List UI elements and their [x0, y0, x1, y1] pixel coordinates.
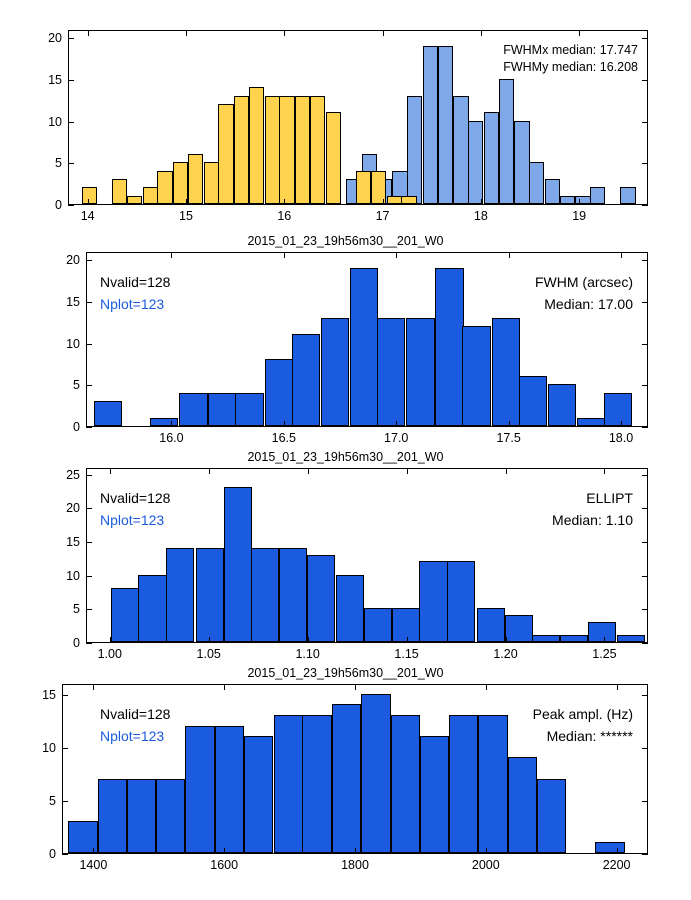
y-axis-tick-label: 20 — [66, 253, 80, 268]
x-axis-tick — [209, 468, 210, 474]
x-axis-tick — [396, 421, 397, 427]
y-axis-tick — [68, 163, 74, 164]
x-axis-tick — [355, 684, 356, 690]
histogram-bar — [537, 779, 566, 853]
annotation-median-peak: Median: ****** — [546, 728, 633, 744]
histogram-bar — [529, 162, 544, 204]
y-axis-tick — [642, 748, 648, 749]
y-axis-tick-label: 20 — [66, 501, 80, 516]
histogram-bar — [560, 635, 588, 642]
x-axis-tick — [355, 848, 356, 854]
y-axis-tick-label: 5 — [73, 378, 80, 393]
x-axis-tick-label: 2000 — [471, 858, 500, 872]
histogram-bar — [224, 487, 252, 642]
histogram-bar — [143, 187, 158, 204]
histogram-bar — [251, 548, 279, 642]
histogram-bar — [350, 268, 378, 426]
histogram-bar — [321, 318, 349, 426]
histogram-bar — [447, 561, 475, 642]
y-axis-tick — [642, 643, 648, 644]
y-axis-tick — [68, 80, 74, 81]
y-axis-tick — [86, 508, 92, 509]
x-axis-tick-label: 1400 — [79, 858, 108, 872]
y-axis-tick — [86, 609, 92, 610]
y-axis-tick — [642, 260, 648, 261]
x-axis-tick-label: 17.0 — [384, 431, 409, 445]
histogram-bar — [157, 171, 172, 204]
x-axis-tick — [284, 252, 285, 258]
x-axis-tick-label: 1.10 — [295, 647, 320, 661]
x-axis-tick — [383, 30, 384, 36]
y-axis-tick — [62, 854, 68, 855]
y-axis-tick — [642, 163, 648, 164]
y-axis-tick — [642, 854, 648, 855]
histogram-bar — [453, 96, 468, 204]
x-axis-tick — [284, 199, 285, 205]
histogram-bar — [249, 87, 264, 204]
x-axis-tick-label: 17 — [375, 209, 390, 223]
x-axis-tick-label: 15 — [179, 209, 193, 223]
histogram-bar — [468, 121, 483, 204]
histogram-bar — [204, 162, 219, 204]
x-axis-tick-label: 18 — [473, 209, 488, 223]
y-axis-tick — [62, 748, 68, 749]
x-axis-tick-label: 19 — [572, 209, 587, 223]
histogram-bar — [435, 268, 463, 426]
y-axis-tick-label: 0 — [55, 198, 62, 212]
x-axis-tick — [481, 199, 482, 205]
x-axis-tick — [383, 199, 384, 205]
panel-ellipt-title: 2015_01_23_19h56m30__201_W0 — [247, 450, 444, 464]
histogram-bar — [82, 187, 97, 204]
histogram-bar — [377, 318, 405, 426]
y-axis-tick-label: 0 — [49, 847, 56, 861]
histogram-bar — [514, 121, 529, 204]
y-axis-tick-label: 5 — [55, 156, 62, 171]
y-axis-tick-label: 10 — [66, 568, 80, 583]
histogram-bar — [499, 79, 514, 204]
panel-fwhm-xy — [0, 0, 691, 235]
y-axis-tick — [642, 385, 648, 386]
histogram-bar — [505, 615, 533, 642]
histogram-bar — [150, 418, 178, 426]
y-axis-tick — [642, 542, 648, 543]
panel-fwhm — [0, 232, 691, 447]
x-axis-tick — [617, 848, 618, 854]
x-axis-tick-label: 14 — [80, 209, 95, 223]
x-axis-tick — [209, 637, 210, 643]
histogram-bar — [127, 779, 156, 853]
x-axis-tick-label: 16.5 — [271, 431, 296, 445]
annotation-median-fwhm: Median: 17.00 — [544, 296, 633, 312]
histogram-bar — [127, 196, 142, 204]
histogram-bar — [265, 96, 280, 204]
histogram-bar — [477, 608, 505, 642]
y-axis-tick — [642, 801, 648, 802]
panel-fwhm-title: 2015_01_23_19h56m30__201_W0 — [247, 234, 444, 248]
histogram-bar — [406, 318, 434, 426]
histogram-bar — [356, 171, 371, 204]
histogram-bar — [111, 588, 139, 642]
histogram-bar — [484, 112, 499, 204]
annotation-fwhmx-median: FWHMx median: 17.747 — [503, 43, 638, 57]
y-axis-tick — [68, 122, 74, 123]
histogram-bar — [234, 96, 249, 204]
histogram-bar — [138, 575, 166, 642]
histogram-bar — [112, 179, 127, 204]
annotation-label-peak: Peak ampl. (Hz) — [532, 706, 633, 722]
annotation-fwhmy-median: FWHMy median: 16.208 — [503, 60, 638, 74]
x-axis-tick-label: 17.5 — [496, 431, 521, 445]
y-axis-tick — [642, 695, 648, 696]
x-axis-tick — [171, 252, 172, 258]
x-axis-tick — [88, 30, 89, 36]
histogram-bar — [332, 704, 361, 853]
histogram-bar — [265, 359, 293, 426]
x-axis-tick-label: 16.0 — [159, 431, 184, 445]
x-axis-tick — [407, 637, 408, 643]
y-axis-tick-label: 10 — [48, 114, 62, 129]
annotation-nvalid-ellipt: Nvalid=128 — [100, 490, 171, 506]
x-axis-tick-label: 1.15 — [394, 647, 419, 661]
annotation-nplot-fwhm: Nplot=123 — [100, 296, 165, 312]
annotation-label-fwhm: FWHM (arcsec) — [535, 274, 633, 290]
y-axis-tick-label: 15 — [66, 535, 80, 550]
x-axis-tick-label: 16 — [277, 209, 292, 223]
y-axis-tick — [62, 801, 68, 802]
x-axis-tick — [186, 199, 187, 205]
y-axis-tick — [642, 576, 648, 577]
histogram-bar — [620, 187, 635, 204]
y-axis-tick — [68, 38, 74, 39]
histogram-bar — [364, 608, 392, 642]
y-axis-tick-label: 15 — [66, 295, 80, 309]
x-axis-tick — [93, 848, 94, 854]
x-axis-tick — [621, 252, 622, 258]
y-axis-tick-label: 10 — [66, 336, 80, 351]
x-axis-tick — [308, 468, 309, 474]
y-axis-tick — [642, 427, 648, 428]
y-axis-tick-label: 15 — [48, 73, 62, 87]
y-axis-tick — [642, 475, 648, 476]
x-axis-tick — [110, 637, 111, 643]
histogram-bar — [218, 104, 233, 204]
histogram-bar — [492, 318, 520, 426]
annotation-nvalid-peak: Nvalid=128 — [100, 706, 171, 722]
x-axis-tick-label: 1.20 — [493, 647, 518, 661]
histogram-bar — [310, 96, 325, 204]
histogram-bar — [545, 179, 560, 204]
histogram-bar — [419, 561, 447, 642]
histogram-bar — [336, 575, 364, 642]
histogram-bar — [196, 548, 224, 642]
y-axis-tick — [642, 508, 648, 509]
histogram-bar — [560, 196, 575, 204]
y-axis-tick-label: 0 — [73, 420, 80, 434]
x-axis-tick-label: 1.25 — [592, 647, 617, 661]
x-axis-tick — [396, 252, 397, 258]
y-axis-tick — [642, 302, 648, 303]
x-axis-tick — [617, 684, 618, 690]
x-axis-tick — [171, 421, 172, 427]
x-axis-tick — [604, 637, 605, 643]
histogram-bar — [307, 555, 335, 643]
histogram-bar — [401, 196, 416, 204]
panel-ellipt — [0, 448, 691, 663]
x-axis-tick — [308, 637, 309, 643]
y-axis-tick — [642, 205, 648, 206]
y-axis-tick — [62, 695, 68, 696]
histogram-bar — [302, 715, 331, 853]
histogram-bar — [179, 393, 207, 426]
x-axis-tick — [407, 468, 408, 474]
histogram-bar — [98, 779, 127, 853]
histogram-bar — [279, 96, 294, 204]
x-axis-tick-label: 1600 — [210, 858, 239, 872]
x-axis-tick — [224, 848, 225, 854]
y-axis-tick — [86, 427, 92, 428]
x-axis-tick — [284, 30, 285, 36]
x-axis-tick — [604, 468, 605, 474]
histogram-bar — [407, 96, 422, 204]
histogram-bar — [588, 622, 616, 642]
histogram-bar — [156, 779, 185, 853]
y-axis-tick-label: 0 — [73, 636, 80, 650]
y-axis-tick — [86, 475, 92, 476]
annotation-nplot-peak: Nplot=123 — [100, 728, 165, 744]
x-axis-tick — [621, 421, 622, 427]
y-axis-tick — [642, 80, 648, 81]
histogram-bar — [274, 715, 303, 853]
histogram-bar — [548, 384, 576, 426]
x-axis-tick — [284, 421, 285, 427]
histogram-bar — [326, 112, 341, 204]
x-axis-tick — [579, 199, 580, 205]
histogram-bar — [94, 401, 122, 426]
histogram-bar — [173, 162, 188, 204]
histogram-bar — [166, 548, 194, 642]
histogram-bar — [519, 376, 547, 426]
x-axis-tick — [486, 684, 487, 690]
x-axis-tick-label: 1800 — [341, 858, 369, 872]
y-axis-tick-label: 25 — [66, 467, 80, 482]
histogram-bar — [215, 726, 244, 854]
x-axis-tick-label: 1.00 — [97, 647, 122, 661]
histogram-bar — [604, 393, 632, 426]
x-axis-tick — [506, 468, 507, 474]
annotation-label-ellipt: ELLIPT — [586, 490, 633, 506]
x-axis-tick-label: 18.0 — [608, 431, 634, 445]
y-axis-tick — [86, 302, 92, 303]
histogram-bar — [462, 326, 490, 426]
histogram-bar — [244, 736, 273, 853]
histogram-bar — [208, 393, 236, 426]
y-axis-tick — [642, 344, 648, 345]
annotation-nplot-ellipt: Nplot=123 — [100, 512, 165, 528]
histogram-bar — [420, 736, 449, 853]
x-axis-tick — [509, 252, 510, 258]
histogram-bar — [577, 418, 605, 426]
x-axis-tick — [579, 30, 580, 36]
x-axis-tick-label: 2200 — [602, 858, 631, 872]
x-axis-tick — [486, 848, 487, 854]
y-axis-tick — [86, 385, 92, 386]
y-axis-tick — [86, 344, 92, 345]
y-axis-tick — [642, 38, 648, 39]
x-axis-tick — [186, 30, 187, 36]
x-axis-tick — [88, 199, 89, 205]
histogram-bar — [292, 334, 320, 426]
histogram-bar — [617, 635, 645, 642]
histogram-bar — [387, 196, 402, 204]
histogram-bar — [575, 196, 590, 204]
histogram-bar — [188, 154, 203, 204]
x-axis-tick — [93, 684, 94, 690]
histogram-bar — [595, 842, 624, 853]
y-axis-tick — [86, 576, 92, 577]
histogram-bar — [371, 171, 386, 204]
histogram-bar — [185, 726, 214, 854]
y-axis-tick-label: 20 — [48, 31, 62, 46]
y-axis-tick — [642, 609, 648, 610]
panel-peak-ampl — [0, 664, 691, 889]
y-axis-tick — [86, 542, 92, 543]
y-axis-tick-label: 10 — [42, 740, 56, 755]
y-axis-tick-label: 15 — [42, 687, 56, 702]
y-axis-tick-label: 5 — [73, 602, 80, 617]
x-axis-tick-label: 1.05 — [196, 647, 221, 661]
histogram-bar — [295, 96, 310, 204]
y-axis-tick — [68, 205, 74, 206]
y-axis-tick — [642, 122, 648, 123]
y-axis-tick — [86, 643, 92, 644]
x-axis-tick — [110, 468, 111, 474]
x-axis-tick — [481, 30, 482, 36]
histogram-bar — [235, 393, 263, 426]
annotation-nvalid-fwhm: Nvalid=128 — [100, 274, 171, 290]
histogram-bar — [532, 635, 560, 642]
x-axis-tick — [509, 421, 510, 427]
panel-peak-ampl-title: 2015_01_23_19h56m30__201_W0 — [247, 666, 444, 680]
histogram-bar — [508, 757, 537, 853]
histogram-bar — [590, 187, 605, 204]
y-axis-tick — [86, 260, 92, 261]
annotation-median-ellipt: Median: 1.10 — [552, 512, 633, 528]
histogram-bar — [279, 548, 307, 642]
y-axis-tick-label: 5 — [49, 793, 56, 808]
x-axis-tick — [506, 637, 507, 643]
x-axis-tick — [224, 684, 225, 690]
